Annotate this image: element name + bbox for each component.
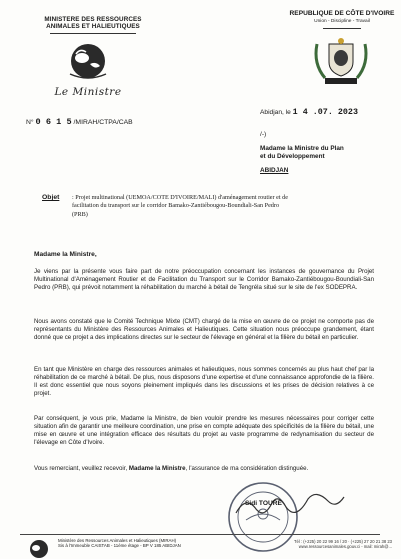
ministry-name [22,16,164,31]
footer-left-line-1: Ministère des Ressources Animales et Halieutiques (MIRAH) [58,538,177,543]
letter-date [260,107,358,117]
footer-divider [20,534,380,535]
paragraph-1: Je viens par la présente vous faire part de notre préoccupation concernant les instances de gouvernance du Projet Multinational d'Aménagement Routier et de Facilitation du Transport sur le Corridor Bamako-Zantiébougou-Boundiali-San Pedro (PRB), qui prévoit notamment la réhabilitation du marché à bétail de Tengréla situé sur le site de l'ex SODEPRA. [34,268,374,291]
signer-name: Sidi TOURE [245,500,282,507]
recipient-city: ABIDJAN [260,167,289,174]
ministry-divider [50,33,136,34]
recipient-line-2: et du Développement [260,153,325,161]
signature-title: Le Ministre [54,86,122,98]
country-name: REPUBLIQUE DE CÔTE D'IVOIRE [289,10,395,17]
motto-divider [323,28,361,29]
closing-part-2: , l'assurance de ma considération distinguée. [185,465,309,472]
subject-text: : Projet multinational (UEMOA/COTE D'IVOIRE/MALI) d'aménagement routier et de facilitation du transport sur le corridor Bamako-Zantiébougou-Boundiali-San Pedro (PRB) [72,194,288,218]
footer-emblem-icon [24,538,54,560]
paragraph-4: Par conséquent, je vous prie, Madame la Ministre, de bien vouloir prendre les mesures nécessaires pour corriger cette situation afin de garantir une meilleure coordination, une prise en compte adéquate des spécificités de la filière du bétail, une mise en œuvre et une intégration efficace des résultats du projet au vaste programme de redynamisation du secteur de l'élevage en Côte d'Ivoire. [34,415,374,446]
date-value: 1 4 .07. 2023 [292,107,358,117]
recipient-line-1: Madame la Ministre du Plan [260,145,344,152]
recipient-block [260,145,390,162]
footer-contact [262,539,392,549]
footer-right-line-1: Tél : (+225) 20 22 99 16 / 20 · (+225) 27 20 21 38 23 [293,539,392,544]
national-motto: Union - Discipline - Travail [314,19,370,24]
footer-left-line-2: Sis à l'Immeuble CAISTAB - 11ème étage - BP V 185 ABIDJAN [58,543,181,549]
reference-number: 0 6 1 5 [35,117,72,127]
reference-suffix: /MIRAH/CTPA/CAB [73,119,133,126]
closing-paragraph [34,465,374,473]
letter-reference [26,117,133,127]
closing-part-1: Vous remerciant, veuillez recevoir, [34,465,128,472]
ministry-emblem-icon [66,40,110,82]
salutation: Madame la Ministre, [34,251,97,258]
separator-mark: /-) [260,131,267,138]
ministry-line-2: ANIMALES ET HALIEUTIQUES [46,23,140,31]
footer-right-line-2: www.ressourcesanimales.gouv.ci - mail: mirah@... [298,544,392,549]
coat-of-arms-icon [311,36,371,88]
date-prefix: Abidjan, le [260,109,291,116]
reference-prefix: N° [26,119,34,126]
paragraph-2: Nous avons constaté que le Comité Technique Mixte (CMT) chargé de la mise en œuvre de ce projet ne comporte pas de représentants du Ministère des Ressources Animales et Halieutiques. Cette situation nous préoccupe grandement, étant donné que ce projet a des implications directes sur le secteur de l'élevage en général et la filière du bétail en particulier. [34,318,374,341]
paragraph-3: En tant que Ministère en charge des ressources animales et halieutiques, nous sommes concernés au plus haut chef par la réhabilitation de ce marché à bétail. De plus, nous disposons d'une expertise et d'une connaissance approfondie de la filière. Il est donc essentiel que nous soyons pleinement impliqués dans les discussions et les prises de décision relatives à ce projet. [34,366,374,397]
ministry-line-1: MINISTERE DES RESSOURCES [44,16,142,23]
subject-label: Objet [42,194,60,201]
closing-emphasis: Madame la Ministre [128,465,186,472]
footer-address [58,538,228,548]
